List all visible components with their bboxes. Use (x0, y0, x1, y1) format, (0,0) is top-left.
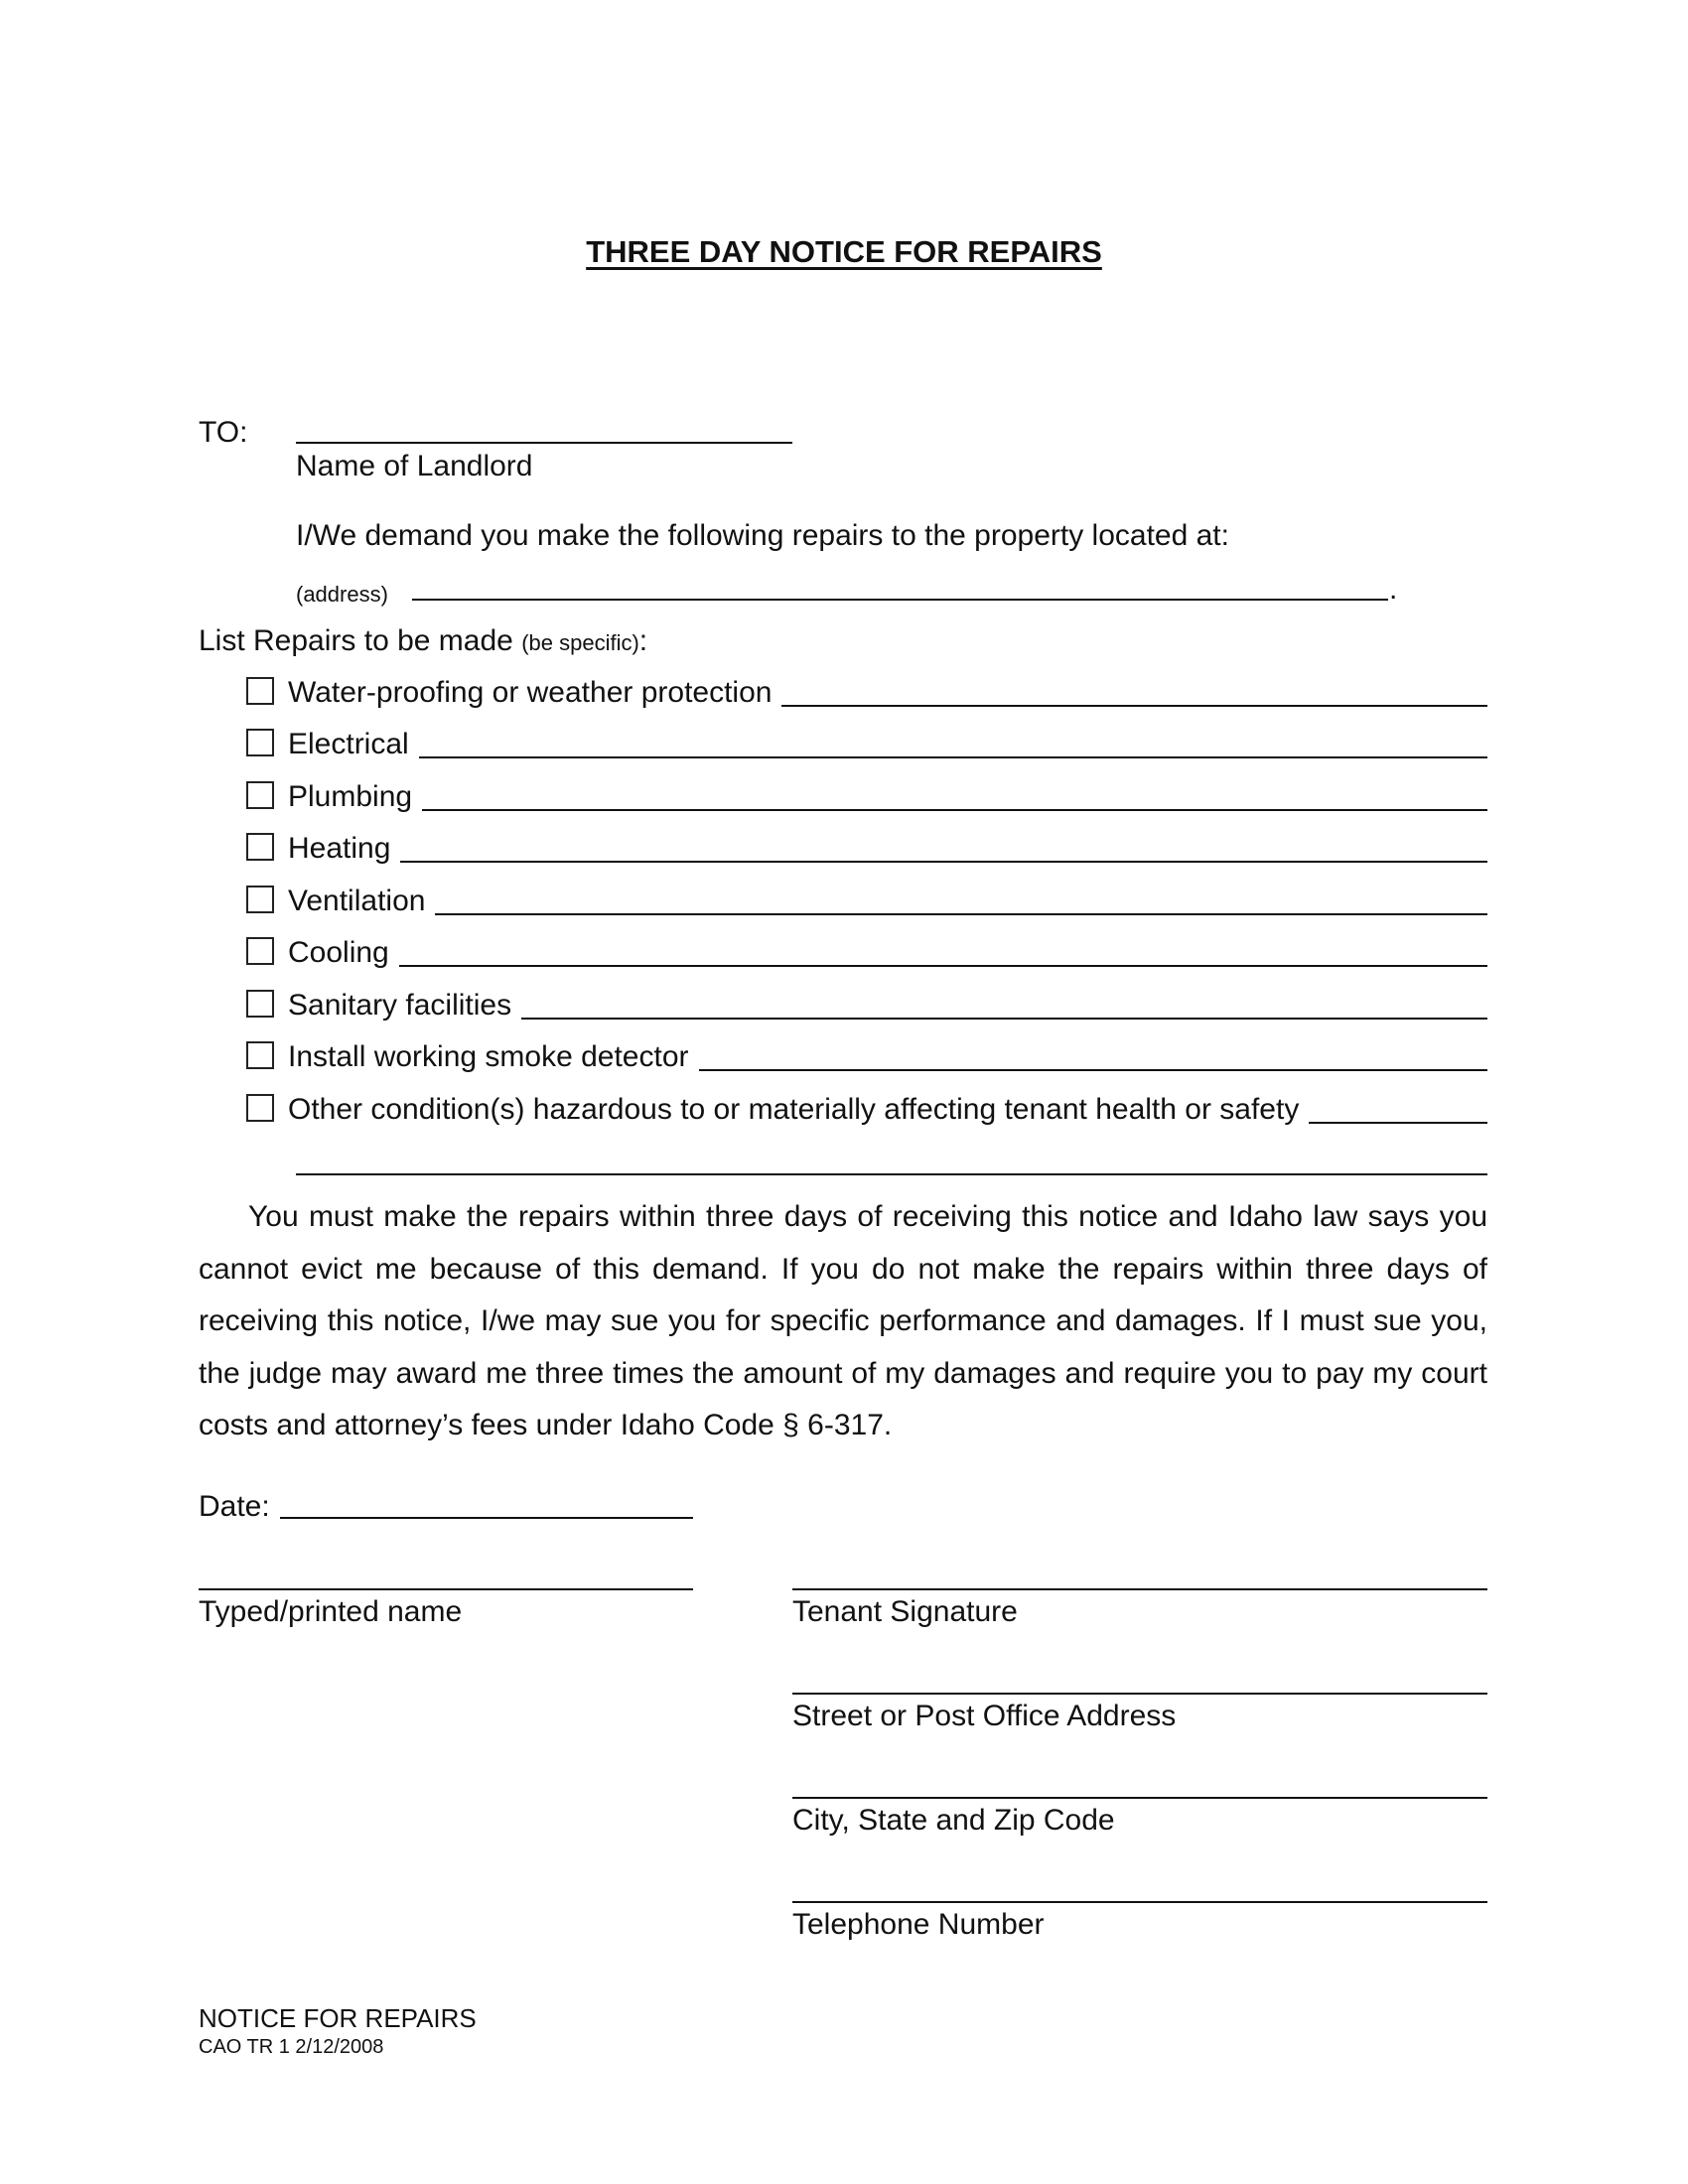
footer-form-code: CAO TR 1 2/12/2008 (199, 2036, 384, 2058)
tenant-signature-field[interactable] (792, 1588, 1487, 1590)
repair-row-cooling (246, 931, 1487, 971)
legal-notice-paragraph: You must make the repairs within three days of receiving this notice and Idaho law says you cannot evict me because of this demand. If you do not make the repairs within three days of receiving this notice, I/we may sue you for specific performance and damages. If I must sue you, the judge may award me three times the amount of my damages and require you to pay my court costs and attorney’s fees under Idaho Code § 6-317. (199, 1200, 1487, 1441)
city-state-zip-field[interactable] (792, 1797, 1487, 1799)
city-state-zip-caption: City, State and Zip Code (792, 1804, 1115, 1837)
telephone-caption: Telephone Number (792, 1908, 1045, 1941)
list-heading-colon: : (638, 624, 648, 657)
landlord-caption: Name of Landlord (296, 450, 533, 482)
repair-row-plumbing (246, 775, 1487, 815)
repair-row-waterproofing (246, 671, 1487, 711)
electrical-details-field[interactable] (419, 756, 1487, 758)
ventilation-details-field[interactable] (435, 913, 1487, 915)
list-heading (199, 623, 647, 661)
page-title: THREE DAY NOTICE FOR REPAIRS (586, 234, 1102, 269)
sanitary-details-field[interactable] (521, 1018, 1487, 1020)
repair-row-heating (246, 827, 1487, 867)
cooling-checkbox[interactable] (246, 937, 274, 965)
landlord-name-field[interactable] (296, 442, 792, 444)
street-address-caption: Street or Post Office Address (792, 1700, 1177, 1732)
to-label: TO: (199, 416, 248, 449)
list-heading-text: List Repairs to be made (199, 624, 513, 657)
repair-label: Heating (288, 832, 391, 865)
repair-label: Plumbing (288, 780, 413, 813)
repair-row-ventilation (246, 880, 1487, 919)
plumbing-details-field[interactable] (422, 809, 1487, 811)
other-condition-checkbox[interactable] (246, 1094, 274, 1122)
heating-details-field[interactable] (400, 861, 1487, 863)
other-condition-details-field[interactable] (1309, 1122, 1487, 1124)
ventilation-checkbox[interactable] (246, 886, 274, 913)
repair-row-smoke-detector (246, 1035, 1487, 1075)
plumbing-checkbox[interactable] (246, 781, 274, 809)
date-label: Date: (199, 1490, 270, 1523)
repair-label: Other condition(s) hazardous to or materially affecting tenant health or safety (288, 1093, 1300, 1126)
repair-label: Ventilation (288, 885, 426, 917)
tenant-signature-caption: Tenant Signature (792, 1595, 1018, 1628)
repair-label: Electrical (288, 728, 409, 760)
waterproofing-details-field[interactable] (781, 705, 1487, 707)
repair-label: Sanitary facilities (288, 989, 512, 1022)
electrical-checkbox[interactable] (246, 729, 274, 756)
smoke-detector-details-field[interactable] (699, 1069, 1487, 1071)
sanitary-checkbox[interactable] (246, 990, 274, 1018)
demand-text: I/We demand you make the following repairs to the property located at: (296, 519, 1229, 552)
street-address-field[interactable] (792, 1693, 1487, 1695)
repair-row-electrical (246, 723, 1487, 762)
other-condition-continuation-field[interactable] (296, 1173, 1487, 1175)
cooling-details-field[interactable] (399, 965, 1487, 967)
repair-row-sanitary (246, 984, 1487, 1024)
repair-label: Cooling (288, 936, 389, 969)
waterproofing-checkbox[interactable] (246, 677, 274, 705)
telephone-field[interactable] (792, 1901, 1487, 1903)
typed-name-field[interactable] (199, 1588, 693, 1590)
list-heading-note: (be specific) (521, 630, 639, 655)
typed-name-caption: Typed/printed name (199, 1595, 463, 1628)
address-period: . (1389, 573, 1398, 606)
footer-form-name: NOTICE FOR REPAIRS (199, 2003, 477, 2033)
date-field[interactable] (280, 1517, 693, 1519)
heating-checkbox[interactable] (246, 833, 274, 861)
repair-row-other (246, 1088, 1487, 1128)
smoke-detector-checkbox[interactable] (246, 1041, 274, 1069)
address-label: (address) (296, 582, 388, 607)
address-field[interactable] (412, 599, 1388, 601)
repair-label: Install working smoke detector (288, 1040, 689, 1073)
repair-label: Water-proofing or weather protection (288, 676, 773, 709)
